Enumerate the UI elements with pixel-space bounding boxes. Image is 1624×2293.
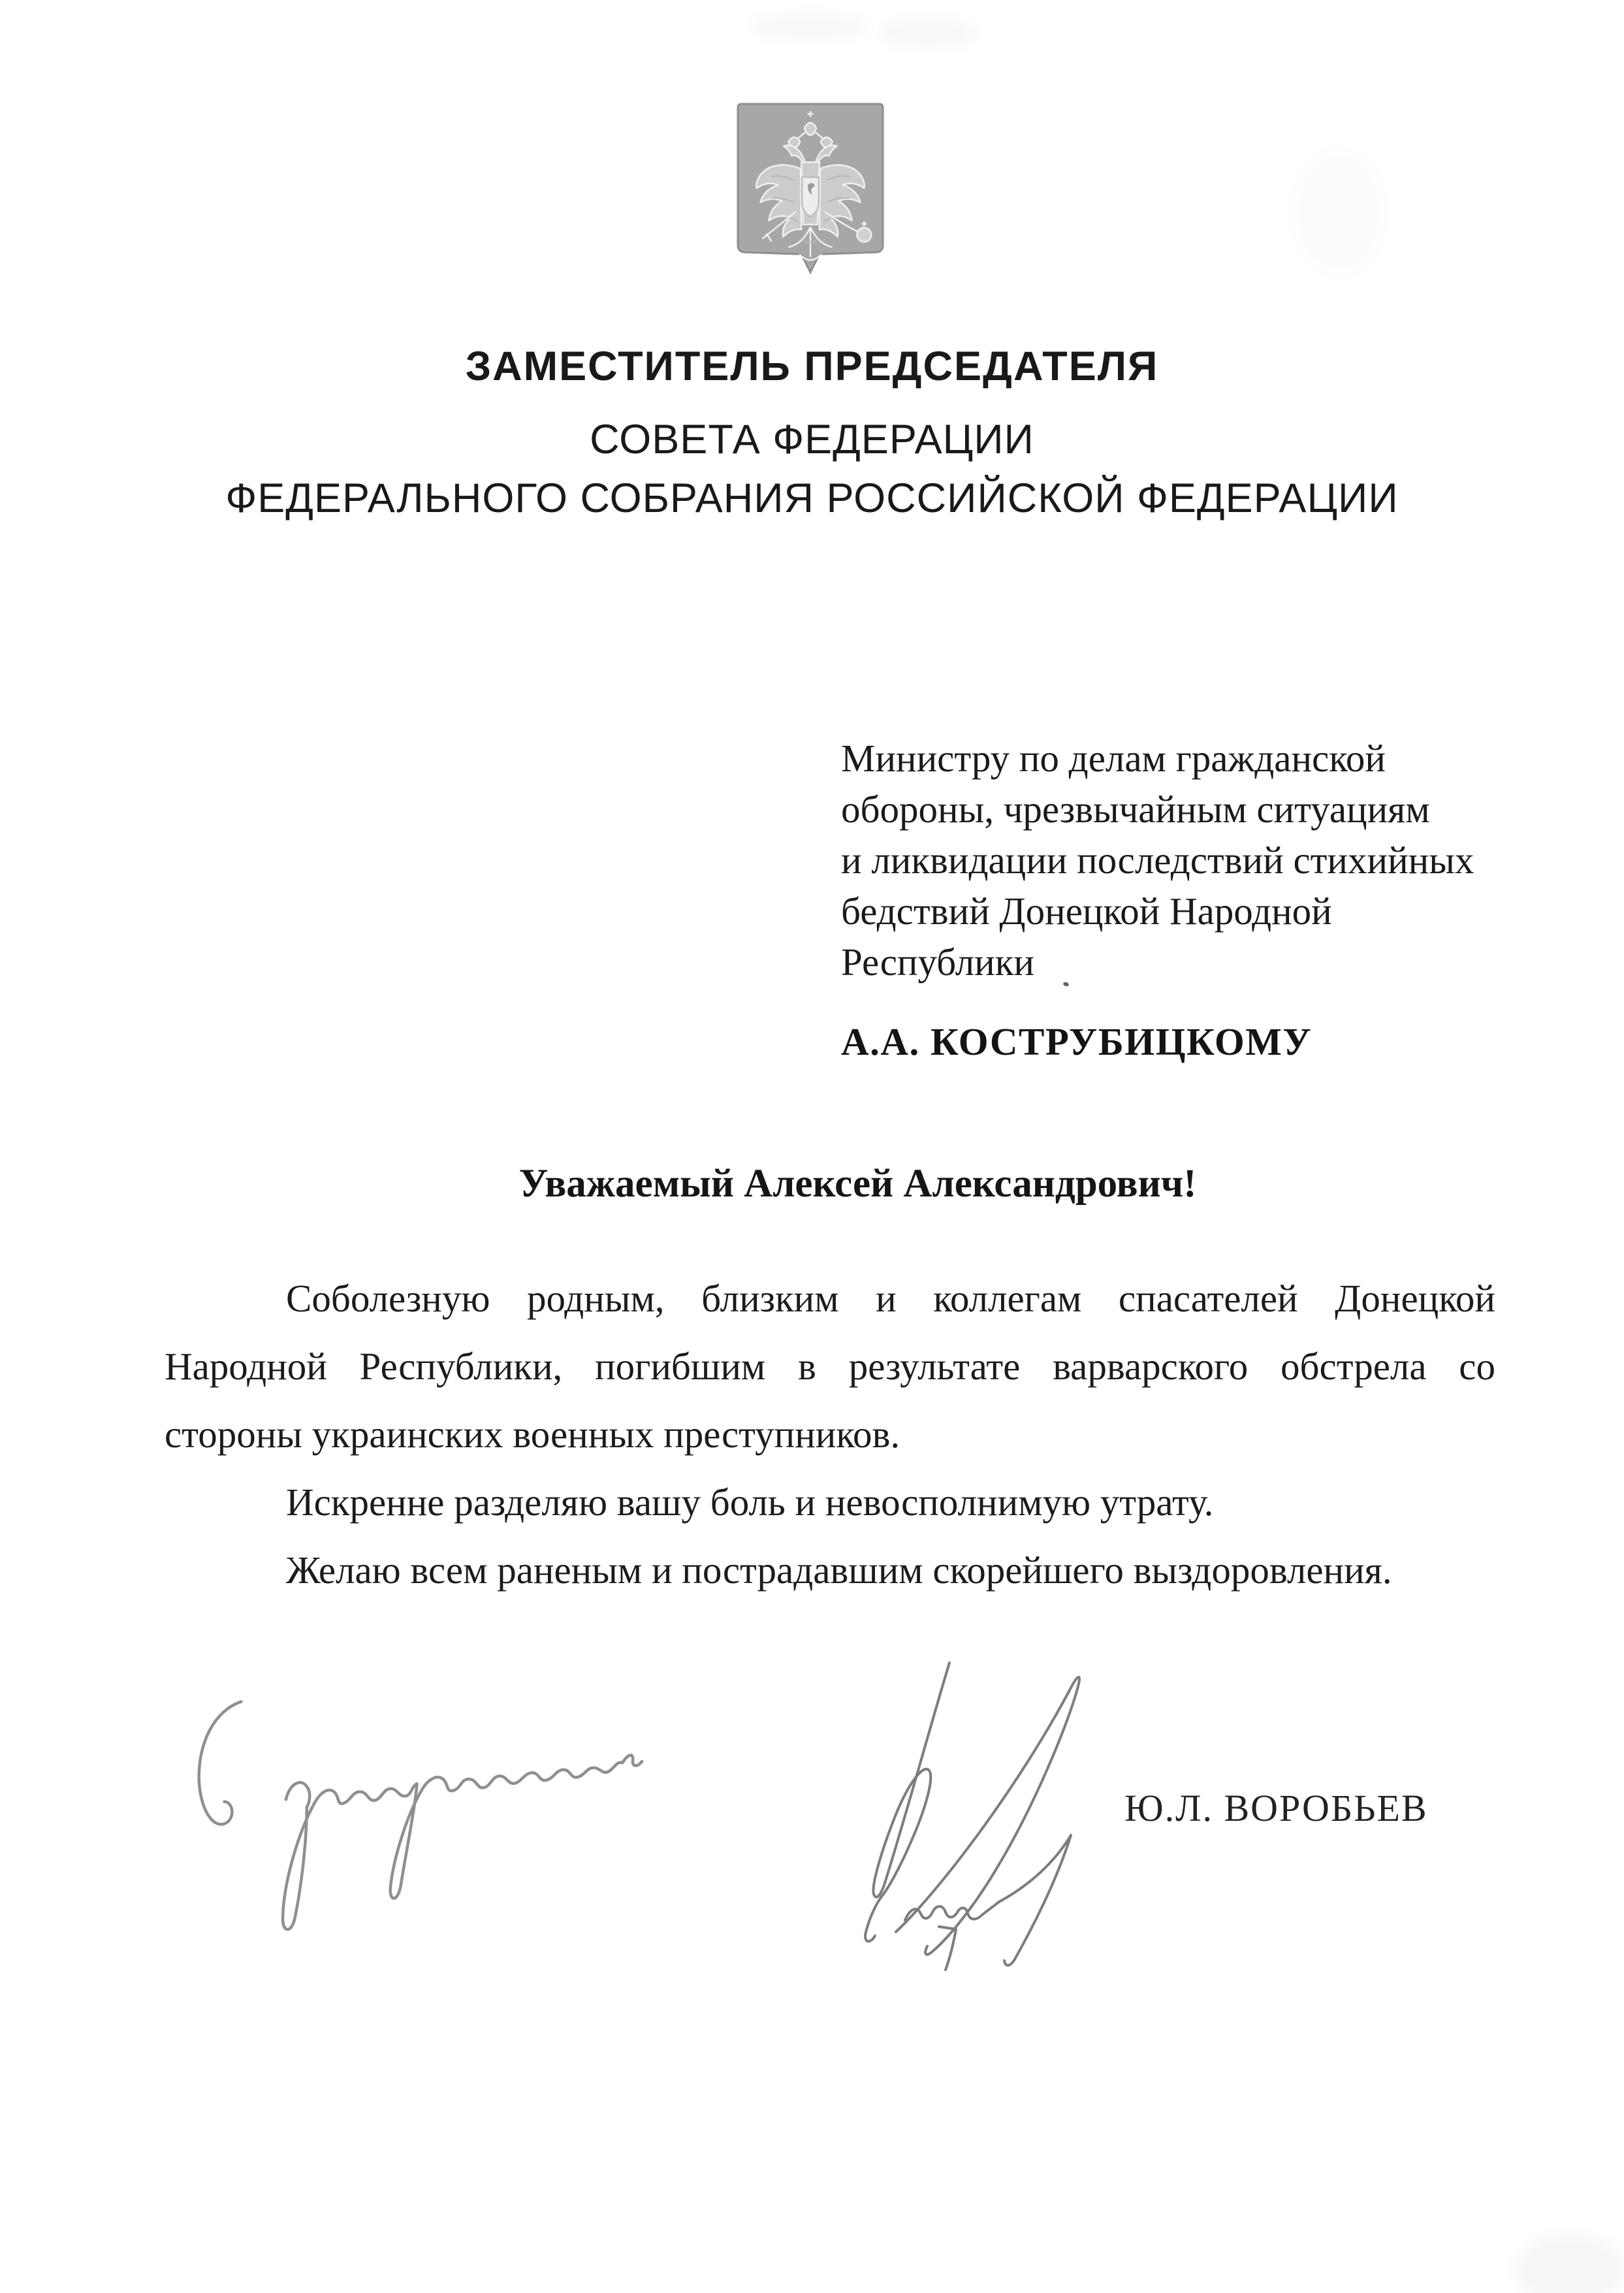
handwriting-strokes-icon	[149, 1654, 665, 1961]
recipient-line: бедствий Донецкой Народной	[841, 890, 1332, 933]
double-headed-eagle-icon	[733, 99, 888, 290]
recipient-name: А.А. КОСТРУБИЦКОМУ	[841, 1020, 1313, 1063]
body-line: Желаю всем раненым и пострадавшим скорейшего выздоровления.	[286, 1548, 1392, 1592]
letterhead-title-line3: ФЕДЕРАЛЬНОГО СОБРАНИЯ РОССИЙСКОЙ ФЕДЕРАЦИИ	[225, 475, 1399, 521]
letterhead-title-line2: СОВЕТА ФЕДЕРАЦИИ	[590, 417, 1034, 462]
recipient-address-block	[841, 733, 1501, 987]
scan-smudge	[1515, 2234, 1624, 2293]
body-line: стороны украинских военных преступников.	[165, 1413, 900, 1456]
russia-coat-of-arms-emblem	[733, 99, 888, 290]
recipient-line: Республики	[841, 940, 1034, 984]
letterhead-title-line1: ЗАМЕСТИТЕЛЬ ПРЕДСЕДАТЕЛЯ	[465, 344, 1159, 389]
body-line: Искренне разделяю вашу боль и невосполнимую утрату.	[286, 1481, 1214, 1524]
letter-body	[165, 1264, 1495, 1604]
body-line: Народной Республики, погибшим в результате варварского обстрела со	[165, 1345, 1495, 1388]
scan-smudge	[751, 12, 868, 42]
salutation-line: Уважаемый Алексей Александрович!	[518, 1162, 1197, 1206]
scan-smudge	[1293, 150, 1384, 274]
recipient-line: Министру по делам гражданской	[841, 737, 1386, 780]
signer-name: Ю.Л. ВОРОБЬЕВ	[1124, 1787, 1428, 1829]
body-line: Соболезную родным, близким и коллегам спасателей Донецкой	[286, 1277, 1495, 1320]
handwritten-closing	[149, 1654, 665, 1961]
recipient-line: обороны, чрезвычайным ситуациям	[841, 788, 1430, 831]
scan-smudge	[878, 16, 976, 50]
recipient-line: и ликвидации последствий стихийных	[841, 839, 1474, 882]
